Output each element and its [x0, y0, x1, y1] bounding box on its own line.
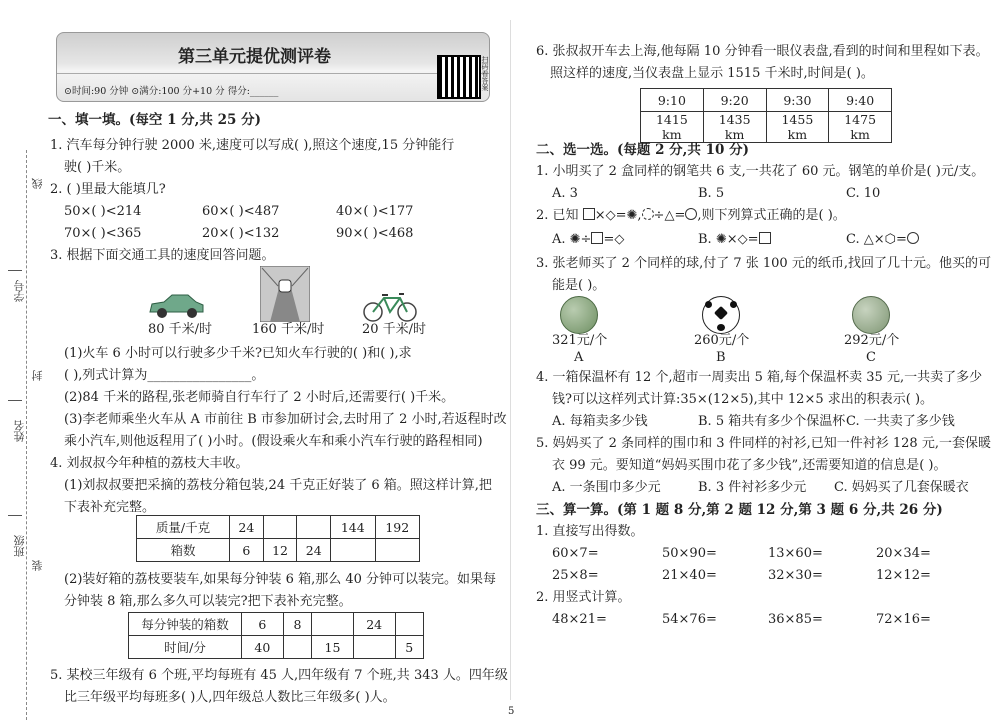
- q3-3-line2: 乘小汽车,则他返程用了( )小时。(假设乘火车和乘小汽车行驶的路程相同): [64, 434, 483, 449]
- table-cell: [353, 636, 395, 659]
- speed-train: 160 千米/时: [252, 322, 325, 337]
- option-letter: C.: [846, 232, 860, 247]
- calc-item: 36×85=: [768, 612, 823, 627]
- calc-item: 21×40=: [662, 568, 717, 583]
- section-fill-heading: 一、填一填。(每空 1 分,共 25 分): [48, 112, 261, 128]
- c2-option: B. ✺×◇=: [698, 232, 771, 248]
- table-cell: 192: [375, 516, 419, 539]
- margin-label-xingming: 姓名: [13, 420, 26, 442]
- table-cell: 每分钟装的箱数: [129, 613, 242, 636]
- q2-item: 40×( )<177: [336, 204, 414, 219]
- option-letter: B.: [698, 232, 712, 247]
- table-cell: 24: [353, 613, 395, 636]
- table-cell: 40: [242, 636, 284, 659]
- calc-item: 32×30=: [768, 568, 823, 583]
- q4-1-line2: 下表补充完整。: [64, 500, 156, 515]
- table-row: [129, 636, 424, 659]
- calc-item: 72×16=: [876, 612, 931, 627]
- section-calc-heading: 三、算一算。(第 1 题 8 分,第 2 题 12 分,第 3 题 6 分,共 26 分): [536, 502, 943, 518]
- square-symbol-icon: [583, 208, 595, 220]
- q3-3-line1: (3)李老师乘坐火车从 A 市前往 B 市参加研讨会,去时用了 2 小时,若返程时改: [64, 412, 507, 427]
- qr-caption: 扫码看答案: [481, 56, 489, 91]
- s2-text: 2. 用竖式计算。: [536, 590, 631, 605]
- c5-option: B. 3 件衬衫多少元: [698, 480, 807, 495]
- calc-item: 20×34=: [876, 546, 931, 561]
- table-cell: 6: [230, 539, 264, 562]
- table-cell: 1475 km: [829, 112, 892, 143]
- q3-text: 3. 根据下面交通工具的速度回答问题。: [50, 248, 275, 263]
- c3-line2: 能是( )。: [552, 278, 606, 293]
- ball-letter: B: [716, 350, 726, 365]
- ball-price: 292元/个: [844, 333, 900, 348]
- sun-symbol-icon: ✺: [626, 208, 638, 223]
- c5-option: C. 妈妈买了几套保暖衣: [834, 480, 969, 495]
- margin-label-xuehao: 学号: [13, 280, 26, 302]
- diamond-symbol-icon: ◇: [605, 208, 616, 223]
- q3-1-line1: (1)火车 6 小时可以行驶多少千米?已知火车行驶的( )和( ),求: [64, 346, 412, 361]
- table-cell: 1435 km: [703, 112, 766, 143]
- c5-line1: 5. 妈妈买了 2 条同样的围巾和 3 件同样的衬衫,已知一件衬衫 128 元,一套保暖: [536, 436, 991, 451]
- calc-item: 13×60=: [768, 546, 823, 561]
- margin-label-feng: 封: [31, 370, 44, 381]
- c4-option: A. 每箱卖多少钱: [552, 414, 648, 429]
- exam-meta: ⊙时间:90 分钟 ⊙满分:100 分+10 分 得分:______: [64, 86, 279, 97]
- table-row: [129, 613, 424, 636]
- table-cell: 9:30: [766, 89, 829, 112]
- binding-margin: [0, 0, 42, 728]
- c4-option: C. 一共卖了多少钱: [846, 414, 955, 429]
- c4-line2: 钱?可以这样列式计算:35×(12×5),其中 12×5 求出的积表示( )。: [552, 392, 934, 407]
- table-cell: 15: [312, 636, 354, 659]
- calc-item: 54×76=: [662, 612, 717, 627]
- table-cell: 质量/千克: [137, 516, 230, 539]
- c2-option: C. △×⬡=: [846, 232, 919, 248]
- c1-option: A. 3: [552, 186, 578, 201]
- table-cell: 9:10: [641, 89, 704, 112]
- calc-item: 25×8=: [552, 568, 599, 583]
- margin-label-banji: 班级: [13, 535, 26, 557]
- q2-text: 2. ( )里最大能填几?: [50, 182, 166, 197]
- q4-2-line2: 分钟装 8 箱,那么多久可以装完?把下表补充完整。: [64, 594, 352, 609]
- volleyball-icon: [852, 296, 890, 334]
- car-icon: [146, 290, 206, 320]
- volleyball-icon: [560, 296, 598, 334]
- table-cell: 8: [283, 613, 311, 636]
- section-choose-heading: 二、选一选。(每题 2 分,共 10 分): [536, 142, 749, 158]
- table-cell: [375, 539, 419, 562]
- q2-item: 90×( )<468: [336, 226, 414, 241]
- table-row: [137, 516, 420, 539]
- q5-line2: 比三年级平均每班多( )人,四年级总人数比三年级多( )人。: [64, 690, 396, 705]
- q3-1-line2: ( ),列式计算为________________。: [64, 368, 265, 383]
- calc-item: 50×90=: [662, 546, 717, 561]
- speed-bicycle: 20 千米/时: [362, 322, 427, 337]
- c1-text: 1. 小明买了 2 盒同样的钢笔共 6 支,一共花了 60 元。钢笔的单价是( )元/支。: [536, 164, 985, 179]
- table-cell: [297, 516, 331, 539]
- c4-option: B. 5 箱共有多少个保温杯: [698, 414, 846, 429]
- q2-item: 70×( )<365: [64, 226, 142, 241]
- q3-2-text: (2)84 千米的路程,张老师骑自行车行了 2 小时后,还需要行( )千米。: [64, 390, 455, 405]
- c1-option: B. 5: [698, 186, 725, 201]
- q2-item: 20×( )<132: [202, 226, 280, 241]
- c2-option: A. ✺÷ =◇: [552, 232, 625, 247]
- table-cell: 1415 km: [641, 112, 704, 143]
- c2-text: 2. 已知 ×◇=✺, ÷△= ,则下列算式正确的是( )。: [536, 208, 846, 223]
- table-cell: 6: [242, 613, 284, 636]
- soccer-ball-icon: [702, 296, 740, 334]
- table-cell: [331, 539, 375, 562]
- table-cell: [312, 613, 354, 636]
- table-cell: 时间/分: [129, 636, 242, 659]
- q2-item: 50×( )<214: [64, 204, 142, 219]
- train-icon: [260, 266, 310, 322]
- circle-symbol-icon: [685, 208, 697, 220]
- table-cell: 24: [230, 516, 264, 539]
- c5-line2: 衣 99 元。要知道“妈妈买围巾花了多少钱”,还需要知道的信息是( )。: [552, 458, 947, 473]
- table-row: [137, 539, 420, 562]
- table-cell: 9:20: [703, 89, 766, 112]
- ball-price: 260元/个: [694, 333, 750, 348]
- speed-car: 80 千米/时: [148, 322, 213, 337]
- table-cell: 9:40: [829, 89, 892, 112]
- table-cell: 箱数: [137, 539, 230, 562]
- c1-option: C. 10: [846, 186, 881, 201]
- q1-line1: 1. 汽车每分钟行驶 2000 米,速度可以写成( ),照这个速度,15 分钟能行: [50, 138, 455, 153]
- table-cell: 1455 km: [766, 112, 829, 143]
- loading-time-table: [128, 612, 424, 659]
- table-cell: 144: [331, 516, 375, 539]
- hexagon-symbol-icon: [642, 208, 654, 220]
- s1-text: 1. 直接写出得数。: [536, 524, 644, 539]
- table-cell: [283, 636, 311, 659]
- table-cell: 24: [297, 539, 331, 562]
- option-letter: A.: [552, 232, 566, 247]
- c3-line1: 3. 张老师买了 2 个同样的球,付了 7 张 100 元的纸币,找回了几十元。他买的可: [536, 256, 991, 271]
- margin-label-xian: 线: [31, 178, 44, 189]
- page-number: 5: [508, 706, 515, 717]
- bicycle-icon: [362, 290, 418, 324]
- table-row: [641, 112, 892, 143]
- table-row: [641, 89, 892, 112]
- square-symbol-icon: [591, 232, 603, 244]
- table-cell: 5: [395, 636, 423, 659]
- ball-letter: A: [574, 350, 584, 365]
- table-cell: 12: [263, 539, 297, 562]
- calc-item: 48×21=: [552, 612, 607, 627]
- q4-1-line1: (1)刘叔叔要把采摘的荔枝分箱包装,24 千克正好装了 6 箱。照这样计算,把: [64, 478, 492, 493]
- qr-code-icon[interactable]: [437, 55, 481, 99]
- q4-text: 4. 刘叔叔今年种植的荔枝大丰收。: [50, 456, 249, 471]
- page-title: 第三单元提优测评卷: [178, 47, 331, 67]
- q6-line1: 6. 张叔叔开车去上海,他每隔 10 分钟看一眼仪表盘,看到的时间和里程如下表。: [536, 44, 989, 59]
- triangle-symbol-icon: △: [664, 208, 675, 223]
- column-divider: [510, 20, 511, 700]
- margin-line: [8, 400, 22, 401]
- ball-price: 321元/个: [552, 333, 608, 348]
- c2-suffix: ,则下列算式正确的是( )。: [697, 208, 846, 223]
- q6-line2: 照这样的速度,当仪表盘上显示 1515 千米时,时间是( )。: [550, 66, 874, 81]
- c2-prefix: 2. 已知: [536, 208, 579, 223]
- dashboard-table: [640, 88, 892, 143]
- q2-item: 60×( )<487: [202, 204, 280, 219]
- square-symbol-icon: [759, 232, 771, 244]
- lychee-weight-table: [136, 515, 420, 562]
- margin-line: [8, 270, 22, 271]
- calc-item: 60×7=: [552, 546, 599, 561]
- margin-label-zhuang: 装: [31, 560, 44, 571]
- c5-option: A. 一条围巾多少元: [552, 480, 661, 495]
- ball-letter: C: [866, 350, 876, 365]
- table-cell: [263, 516, 297, 539]
- margin-line: [8, 515, 22, 516]
- c4-line1: 4. 一箱保温杯有 12 个,超市一周卖出 5 箱,每个保温杯卖 35 元,一共卖了多少: [536, 370, 983, 385]
- calc-item: 12×12=: [876, 568, 931, 583]
- circle-symbol-icon: [907, 232, 919, 244]
- table-cell: [395, 613, 423, 636]
- q1-line2: 驶( )千米。: [64, 160, 131, 175]
- q5-line1: 5. 某校三年级有 6 个班,平均每班有 45 人,四年级有 7 个班,共 343 人。四年级: [50, 668, 508, 683]
- q4-2-line1: (2)装好箱的荔枝要装车,如果每分钟装 6 箱,那么 40 分钟可以装完。如果每: [64, 572, 497, 587]
